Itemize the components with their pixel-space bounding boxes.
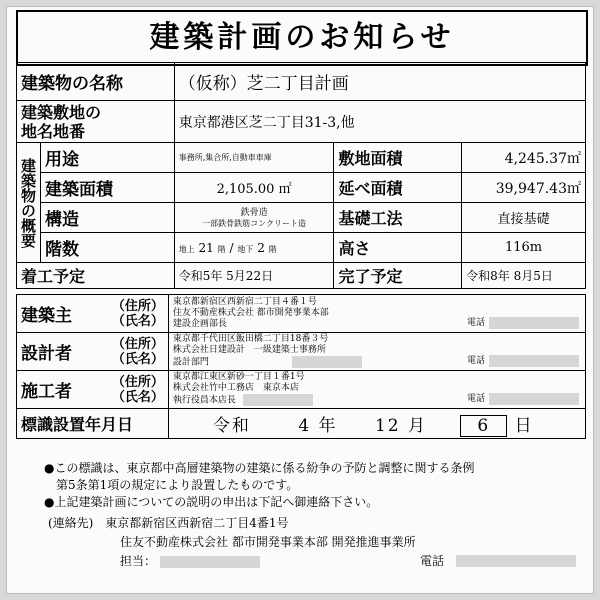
floor-area-value: 39,947.43㎡ — [462, 173, 586, 203]
redacted-name — [243, 394, 313, 406]
party-paren-address: （住所） — [111, 298, 164, 314]
party-paren-name: （氏名） — [111, 313, 164, 329]
finish-value: 令和8年 8月5日 — [462, 263, 586, 289]
party-paren-name: （氏名） — [111, 351, 164, 367]
party-company: 株式会社日建設計 一級建築士事務所 — [172, 345, 326, 356]
posted-day-unit: 日 — [514, 416, 534, 436]
floors-value: 地上 21 階 / 地下 2 階 — [174, 233, 334, 263]
party-paren — [108, 333, 169, 371]
party-detail — [168, 333, 585, 371]
structure-value-line2: 一部鉄骨鉄筋コンクリート造 — [202, 218, 306, 228]
site-label — [17, 101, 175, 143]
contact-company: 住友不動産株式会社 都市開発事業本部 開発推進事業所 — [120, 535, 416, 549]
party-company: 株式会社竹中工務店 東京本店 — [172, 383, 299, 394]
start-label: 着工予定 — [17, 263, 175, 289]
party-phone-label: 電話 — [466, 356, 485, 366]
party-paren-address: （住所） — [111, 336, 164, 352]
party-paren — [108, 371, 169, 409]
contact-line1 — [48, 514, 600, 533]
redacted-phone — [489, 317, 579, 329]
site-area-value: 4,245.37㎡ — [462, 143, 586, 173]
contact-person-label: 担当： — [120, 554, 157, 568]
contact-block — [48, 514, 600, 571]
party-title: 建設企画部長 — [172, 319, 227, 329]
site-label-line2: 地名地番 — [21, 121, 86, 141]
party-label: 建築主 — [17, 295, 108, 333]
foundation-value: 直接基礎 — [462, 203, 586, 233]
posted-month-unit: 月 — [408, 416, 427, 436]
use-label: 用途 — [40, 143, 174, 173]
floor-area-label: 延べ面積 — [334, 173, 462, 203]
name-value: （仮称）芝二丁目計画 — [174, 63, 585, 101]
party-row — [17, 371, 586, 409]
structure-value-line1: 鉄骨造 — [240, 207, 268, 218]
posted-year-unit: 年 — [318, 416, 338, 436]
redacted-phone — [489, 355, 579, 367]
redacted-phone — [456, 555, 576, 567]
contact-label: (連絡先) — [48, 516, 94, 530]
structure-label: 構造 — [40, 203, 174, 233]
note-line: ●この標識は、東京都中高層建築物の建築に係る紛争の予防と調整に関する条例 — [44, 461, 475, 475]
party-row — [17, 333, 586, 371]
floors-below-label: 地下 — [237, 244, 254, 254]
height-value: 116m — [462, 233, 586, 263]
posted-date-value — [168, 409, 585, 439]
floors-above-label: 地上 — [178, 244, 195, 254]
parties-table — [16, 294, 586, 439]
party-title: 執行役員本店長 — [172, 395, 236, 406]
posted-month: 12 — [374, 416, 401, 436]
posted-date-label: 標識設置年月日 — [17, 409, 169, 439]
use-value: 事務所,集合所,自動車車庫 — [174, 143, 334, 173]
party-row — [17, 295, 586, 333]
redacted-name — [292, 356, 362, 368]
party-phone-label: 電話 — [466, 318, 485, 328]
overview-label: 建築物の概要 — [17, 143, 41, 263]
note-line: 第5条第1項の規定により設置したものです。 — [44, 478, 299, 492]
floors-label: 階数 — [40, 233, 174, 263]
note-line: ●上記建築計画についての説明の申出は下記へ御連絡下さい。 — [44, 495, 379, 509]
party-detail — [168, 295, 585, 333]
floors-below-unit: 階 — [268, 244, 277, 254]
building-area-label: 建築面積 — [40, 173, 174, 203]
floors-below-value: 2 — [257, 240, 265, 255]
party-address: 東京都新宿区西新宿二丁目４番１号 — [172, 297, 317, 307]
party-label: 設計者 — [17, 333, 108, 371]
building-area-value: 2,105.00 ㎡ — [174, 173, 334, 203]
party-detail — [168, 371, 585, 409]
contact-phone-label: 電話 — [420, 554, 445, 568]
party-address: 東京都千代田区飯田橋二丁目18番３号 — [172, 334, 329, 345]
floors-above-value: 21 — [198, 240, 214, 255]
redacted-phone — [489, 393, 579, 405]
party-label: 施工者 — [17, 371, 108, 409]
name-label: 建築物の名称 — [17, 63, 175, 101]
notes — [44, 460, 474, 511]
foundation-label: 基礎工法 — [334, 203, 462, 233]
posted-year: 4 — [298, 416, 312, 436]
party-paren-address: （住所） — [111, 374, 164, 390]
posted-date-row — [17, 409, 586, 439]
floors-above-unit: 階 — [217, 244, 226, 254]
height-label: 高さ — [334, 233, 462, 263]
contact-address: 東京都新宿区西新宿二丁目4番1号 — [105, 516, 289, 530]
site-value: 東京都港区芝二丁目31-3,他 — [174, 101, 585, 143]
contact-person-row — [120, 552, 600, 571]
posted-day: 6 — [460, 415, 507, 437]
party-title: 設計部門 — [172, 357, 209, 368]
party-address: 東京都江東区新砂一丁目１番1号 — [172, 372, 305, 383]
site-area-label: 敷地面積 — [334, 143, 462, 173]
posted-era: 令和 — [212, 416, 251, 436]
party-paren — [108, 295, 169, 333]
notice-title: 建築計画のお知らせ — [16, 10, 588, 66]
building-info-table — [16, 62, 586, 289]
finish-label: 完了予定 — [334, 263, 462, 289]
start-value: 令和5年 5月22日 — [174, 263, 334, 289]
party-phone-label: 電話 — [466, 394, 485, 404]
site-label-line1: 建築敷地の — [21, 102, 102, 122]
party-company: 住友不動産株式会社 都市開発事業本部 — [172, 308, 329, 318]
redacted-person — [160, 556, 260, 568]
party-paren-name: （氏名） — [111, 389, 164, 405]
structure-value — [174, 203, 334, 233]
